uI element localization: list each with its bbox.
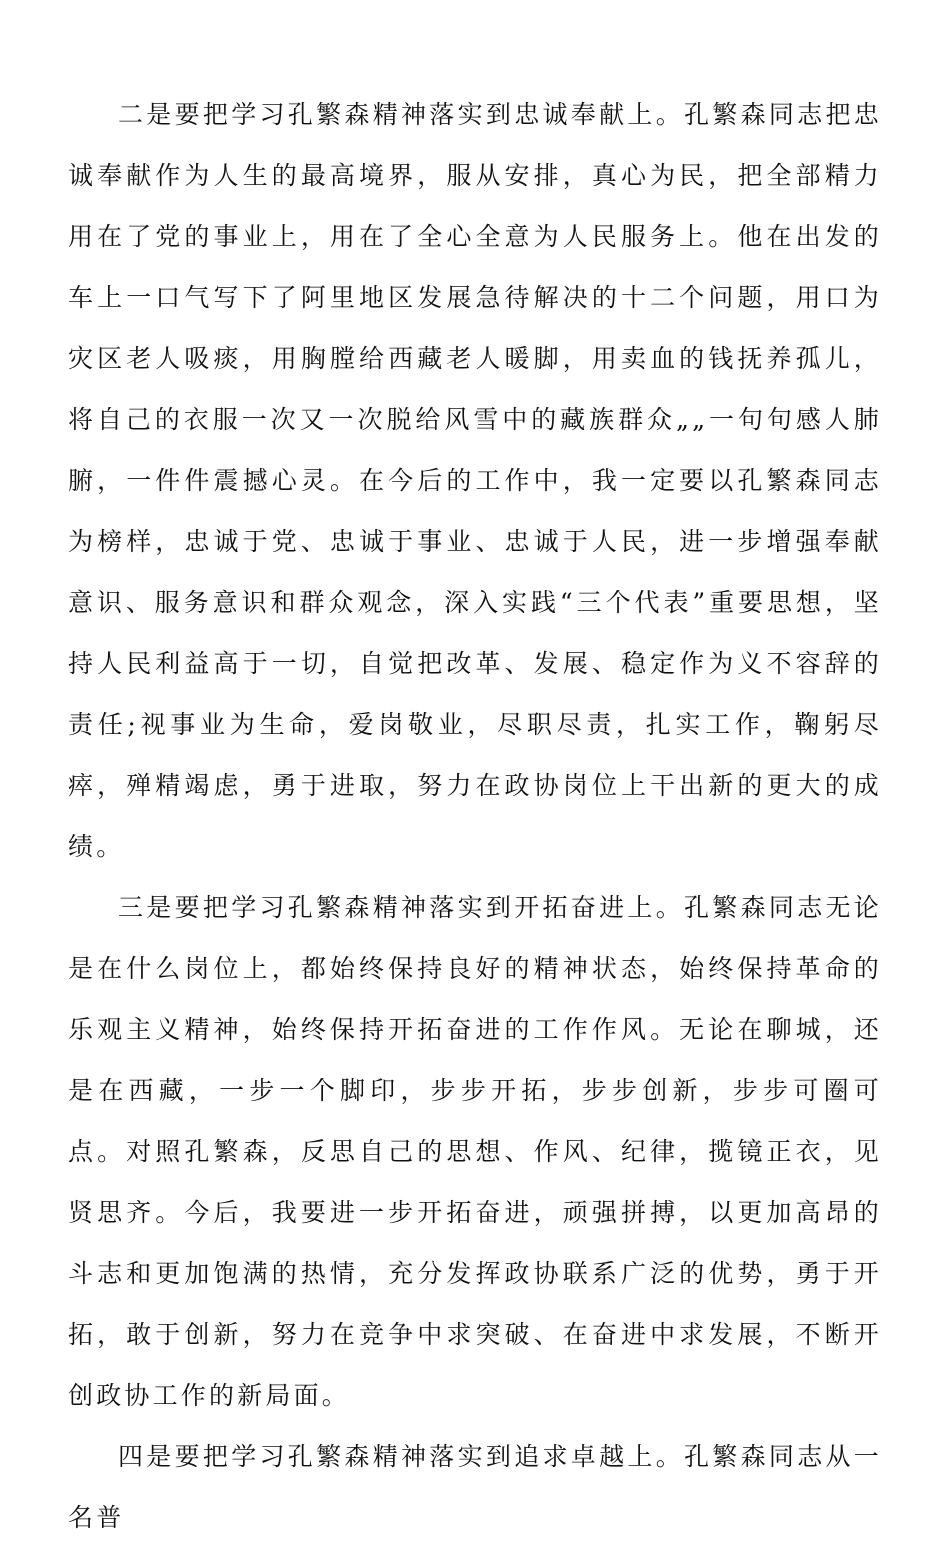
document-body (68, 84, 882, 1548)
paragraph-loyalty-dedication: 二是要把学习孔繁森精神落实到忠诚奉献上。孔繁森同志把忠诚奉献作为人生的最高境界，服从安排，真心为民，把全部精力用在了党的事业上，用在了全心全意为人民服务上。他在出发的车上一口气写下了阿里地区发展急待解决的十二个问题，用口为灾区老人吸痰，用胸膛给西藏老人暖脚，用卖血的钱抚养孤儿，将自己的衣服一次又一次脱给风雪中的藏族群众„„一句句感人肺腑，一件件震撼心灵。在今后的工作中，我一定要以孔繁森同志为榜样，忠诚于党、忠诚于事业、忠诚于人民，进一步增强奉献意识、服务意识和群众观念，深入实践“三个代表”重要思想，坚持人民利益高于一切，自觉把改革、发展、稳定作为义不容辞的责任;视事业为生命，爱岗敬业，尽职尽责，扎实工作，鞠躬尽瘁，殚精竭虑，勇于进取，努力在政协岗位上干出新的更大的成绩。 (68, 100, 882, 861)
paragraph-pursuing-excellence: 四是要把学习孔繁森精神落实到追求卓越上。孔繁森同志从一名普 (68, 1442, 882, 1532)
paragraph-pioneering-progress: 三是要把学习孔繁森精神落实到开拓奋进上。孔繁森同志无论是在什么岗位上，都始终保持良好的精神状态，始终保持革命的乐观主义精神，始终保持开拓奋进的工作作风。无论在聊城，还是在西藏，一步一个脚印，步步开拓，步步创新，步步可圈可点。对照孔繁森，反思自己的思想、作风、纪律，揽镜正衣，见贤思齐。今后，我要进一步开拓奋进，顽强拼搏，以更加高昂的斗志和更加饱满的热情，充分发挥政协联系广泛的优势，勇于开拓，敢于创新，努力在竞争中求突破、在奋进中求发展，不断开创政协工作的新局面。 (68, 893, 882, 1410)
